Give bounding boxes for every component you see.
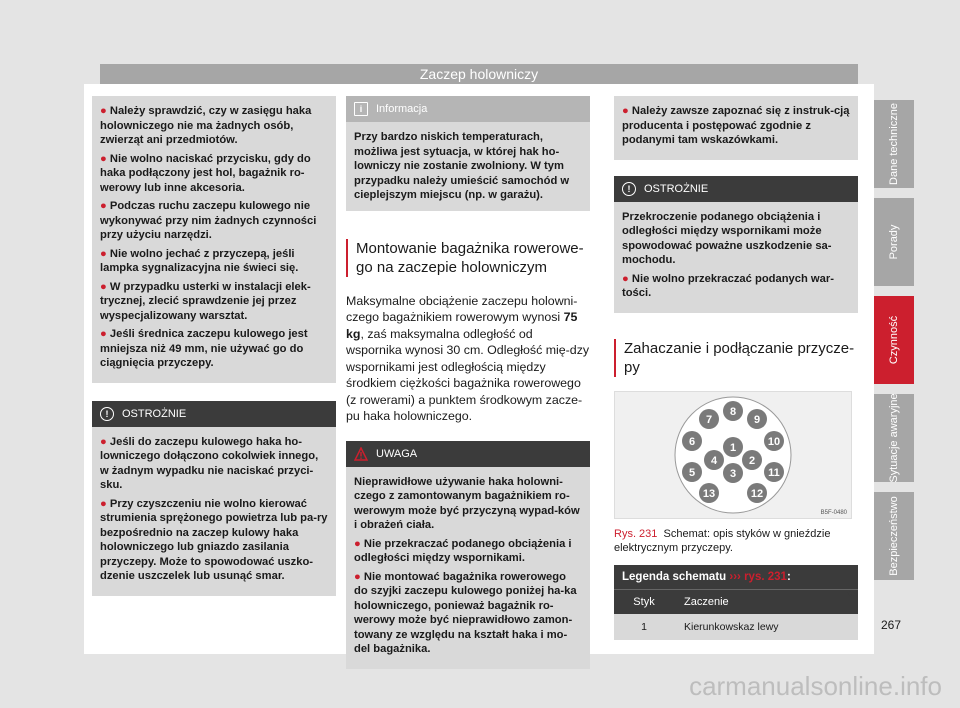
bullet-icon: ●: [100, 328, 110, 340]
bullet-text: Nie wolno jechać z przyczepą, jeśli lampka sygnalizacyjna nie świeci się.: [100, 247, 299, 274]
socket-svg: [615, 392, 851, 518]
caution-body-2: [614, 202, 858, 313]
bullet-text: Nie wolno przekraczać podanych war-tości.: [622, 272, 834, 299]
continue-icon: »: [846, 585, 855, 602]
bullet-text: Nie montować bagażnika rowerowego do szyjki zaczepu kulowego poniżej ha-ka holowniczego, ponieważ bagażnik ro-werowy może być nieprawidłowo zamon-towany ze względu na kształt haka i mo-del bagażnika.: [354, 570, 577, 655]
tab-dane-techniczne[interactable]: Dane techniczne: [874, 100, 914, 188]
socket-pin-6: [682, 431, 702, 451]
socket-diagram: [614, 391, 852, 519]
bullet-item: [354, 570, 582, 657]
bullet-text: Przy czyszczeniu nie wolno kierować strumienia sprężonego powietrza lub pa-ry bezpośrednio na zaczep kulowy haka holowniczego lub gniazdo zasilania przyczepy. Może to spowodować uszko-dzenie uszczelek lub usunąć smar.: [100, 497, 328, 582]
bullet-item: [100, 497, 328, 584]
warning-header: [346, 441, 590, 467]
bullet-item: [354, 537, 582, 566]
bullet-item: [100, 280, 328, 324]
bullet-text: Nie przekraczać podanego obciążenia i odległości między wspornikami.: [354, 537, 572, 564]
warning-box: [346, 441, 590, 669]
bullet-text: W przypadku usterki w instalacji elek-trycznej, zlecić sprawdzenie jej przez wyspecjalizowany warsztat.: [100, 280, 311, 322]
caution-title: OSTROŻNIE: [122, 407, 187, 420]
bullet-icon: ●: [354, 537, 364, 550]
caution-list: [92, 427, 336, 596]
info-text: Przy bardzo niskich temperaturach, możliwa jest sytuacja, w której hak ho-lowniczy nie zostanie zwolniony. W tym przypadku należy umieścić samochód w cieplejszym miejscu (np. w garażu).: [354, 131, 570, 201]
socket-pin-3: [723, 463, 743, 483]
section-body: [346, 293, 590, 425]
socket-pin-8: [723, 401, 743, 421]
figure-label: Rys. 231: [614, 527, 658, 540]
bullet-text: Należy sprawdzić, czy w zasięgu haka holowniczego nie ma żadnych osób, zwierząt ani przedmiotów.: [100, 105, 312, 146]
note-box: [614, 96, 858, 160]
header-pin: Styk: [633, 595, 655, 608]
socket-pin-7: [699, 409, 719, 429]
column-1: [92, 96, 336, 596]
figure-text: Schemat: opis styków w gnieździe elektrycznym przyczepy.: [614, 527, 831, 554]
bullet-text: Podczas ruchu zaczepu kulowego nie wykonywać przy nim żadnych czynności przy użyciu narzędzi.: [100, 200, 317, 241]
socket-pin-5: [682, 462, 702, 482]
chapter-tabs: [874, 100, 914, 590]
legend-ref[interactable]: rys. 231: [744, 570, 787, 583]
bullet-item: [100, 152, 328, 196]
bullet-text: Jeśli średnica zaczepu kulowego jest mniejsza niż 49 mm, nie używać go do ciągnięcia przyczepy.: [100, 328, 308, 369]
pin-label: 8: [729, 405, 737, 418]
row-meaning: Kierunkowskaz lewy: [684, 620, 779, 633]
exclamation-icon: !: [622, 182, 636, 196]
socket-pin-13: [699, 483, 719, 503]
pin-label: 12: [750, 487, 764, 500]
body-bold: 75 kg: [346, 310, 578, 341]
bullet-item: [100, 104, 328, 148]
figure-caption: [614, 527, 858, 555]
page-number: 267: [880, 618, 902, 632]
bullet-icon: ●: [354, 570, 364, 583]
pin-label: 10: [767, 435, 781, 448]
warning-list: [354, 537, 582, 657]
bullet-list: [92, 96, 336, 383]
bullet-icon: ●: [100, 152, 110, 165]
bullet-icon: ●: [100, 200, 110, 212]
exclamation-icon: !: [100, 407, 114, 421]
caution-header-2: [614, 176, 858, 202]
bullet-item: [100, 327, 328, 371]
warning-title: UWAGA: [376, 447, 418, 460]
caution-header: [92, 401, 336, 427]
pin-label: 4: [710, 454, 718, 467]
body-after: , zaś maksymalna odległość od wspornika wynosi 30 cm. Odległość mię-dzy wspornikami jest odległością między środkiem ciężkości bagażnika rowerowego (z rowerami) a punktem środkowym zacze-pu haka holowniczego.: [346, 326, 590, 423]
page-title: Zaczep holowniczy: [419, 66, 539, 82]
socket-pin-2: [742, 450, 762, 470]
body-before: Maksymalne obciążenie zaczepu holowni-czego bagażnikiem rowerowym wynosi: [346, 293, 578, 324]
warning-triangle-icon: [354, 447, 368, 461]
caution-list-2: [622, 272, 850, 301]
diagram-code: B5F-0480: [820, 509, 847, 516]
pin-label: 13: [702, 487, 716, 500]
pin-label: 3: [729, 467, 737, 480]
bullet-item: [622, 272, 850, 301]
caution-intro-2: Przekroczenie podanego obciążenia i odległości między wspornikami może spowodować poważne uszkodzenie sa-mochodu.: [622, 210, 832, 266]
page-content: [84, 84, 874, 654]
info-icon: i: [354, 102, 368, 116]
legend-prefix: Legenda schematu: [622, 570, 727, 583]
bullet-icon: ●: [100, 497, 110, 510]
socket-pin-9: [747, 409, 767, 429]
note-body: ● Należy zawsze zapoznać się z instruk-cją producenta i postępować zgodnie z podanymi tam wskazówkami.: [622, 105, 850, 146]
tab-bezpieczenstwo[interactable]: Bezpieczeństwo: [874, 492, 914, 580]
pin-label: 1: [729, 441, 737, 454]
tab-czynnosc[interactable]: Czynność: [874, 296, 914, 384]
column-3: [614, 96, 858, 640]
socket-pin-4: [704, 450, 724, 470]
pin-label: 11: [768, 466, 780, 479]
column-2: [346, 96, 590, 669]
page-header: [100, 64, 858, 84]
bullet-icon: ●: [100, 247, 110, 260]
tab-porady[interactable]: Porady: [874, 198, 914, 286]
section-heading: Montowanie bagażnika rowerowe-go na zaczepie holowniczym: [346, 239, 590, 277]
table-header: [614, 589, 858, 614]
bullet-item: [100, 435, 328, 493]
legend-header: [614, 565, 858, 589]
bullet-box: [92, 96, 336, 383]
row-pin: 1: [641, 620, 647, 633]
legend-colon: :: [786, 570, 791, 583]
caution-box: [92, 401, 336, 596]
info-box: [346, 96, 590, 211]
bullet-text: Nie wolno naciskać przycisku, gdy do haka podłączony jest hol, bagażnik ro-werowy lub inne akcesoria.: [100, 152, 311, 194]
section-heading-2: Zahaczanie i podłączanie przycze-py: [614, 339, 858, 377]
caution-title-2: OSTROŻNIE: [644, 182, 709, 195]
table-row: [614, 614, 858, 640]
pin-label: 7: [705, 413, 713, 426]
bullet-icon: ●: [100, 105, 110, 117]
note-text: Należy zawsze zapoznać się z instruk-cją producenta i postępować zgodnie z podanymi tam wskazówkami.: [622, 105, 850, 146]
bullet-item: [100, 247, 328, 276]
bullet-icon: ●: [100, 280, 110, 293]
warning-body: [346, 467, 590, 669]
bullet-item: [100, 199, 328, 243]
pin-label: 5: [688, 466, 696, 479]
header-meaning: Zaczenie: [684, 595, 729, 608]
socket-pin-10: [764, 431, 784, 451]
socket-pin-12: [747, 483, 767, 503]
tab-sytuacje-awaryjne[interactable]: Sytuacje awaryjne: [874, 394, 914, 482]
pin-label: 9: [753, 413, 761, 426]
bullet-icon: ●: [622, 272, 632, 285]
watermark: carmanualsonline.info: [689, 671, 942, 701]
info-title: Informacja: [376, 103, 428, 115]
socket-pin-1: [723, 437, 743, 457]
pin-label: 2: [748, 454, 756, 467]
bullet-icon: ●: [100, 435, 110, 448]
socket-pin-11: [764, 462, 784, 482]
bullet-text: Jeśli do zaczepu kulowego haka ho-lowniczego dołączono cokolwiek innego, w żadnym wypadku nie naciskać przyci-sku.: [100, 435, 319, 491]
info-header: [346, 96, 590, 122]
pin-label: 6: [688, 435, 696, 448]
legend-arrows: ›››: [729, 570, 741, 583]
caution-box-2: [614, 176, 858, 313]
warning-intro: Nieprawidłowe używanie haka holowni-czego z zamontowanym bagażnikiem ro-werowym może być przyczyną wypad-ków i obrażeń ciała.: [354, 475, 580, 531]
